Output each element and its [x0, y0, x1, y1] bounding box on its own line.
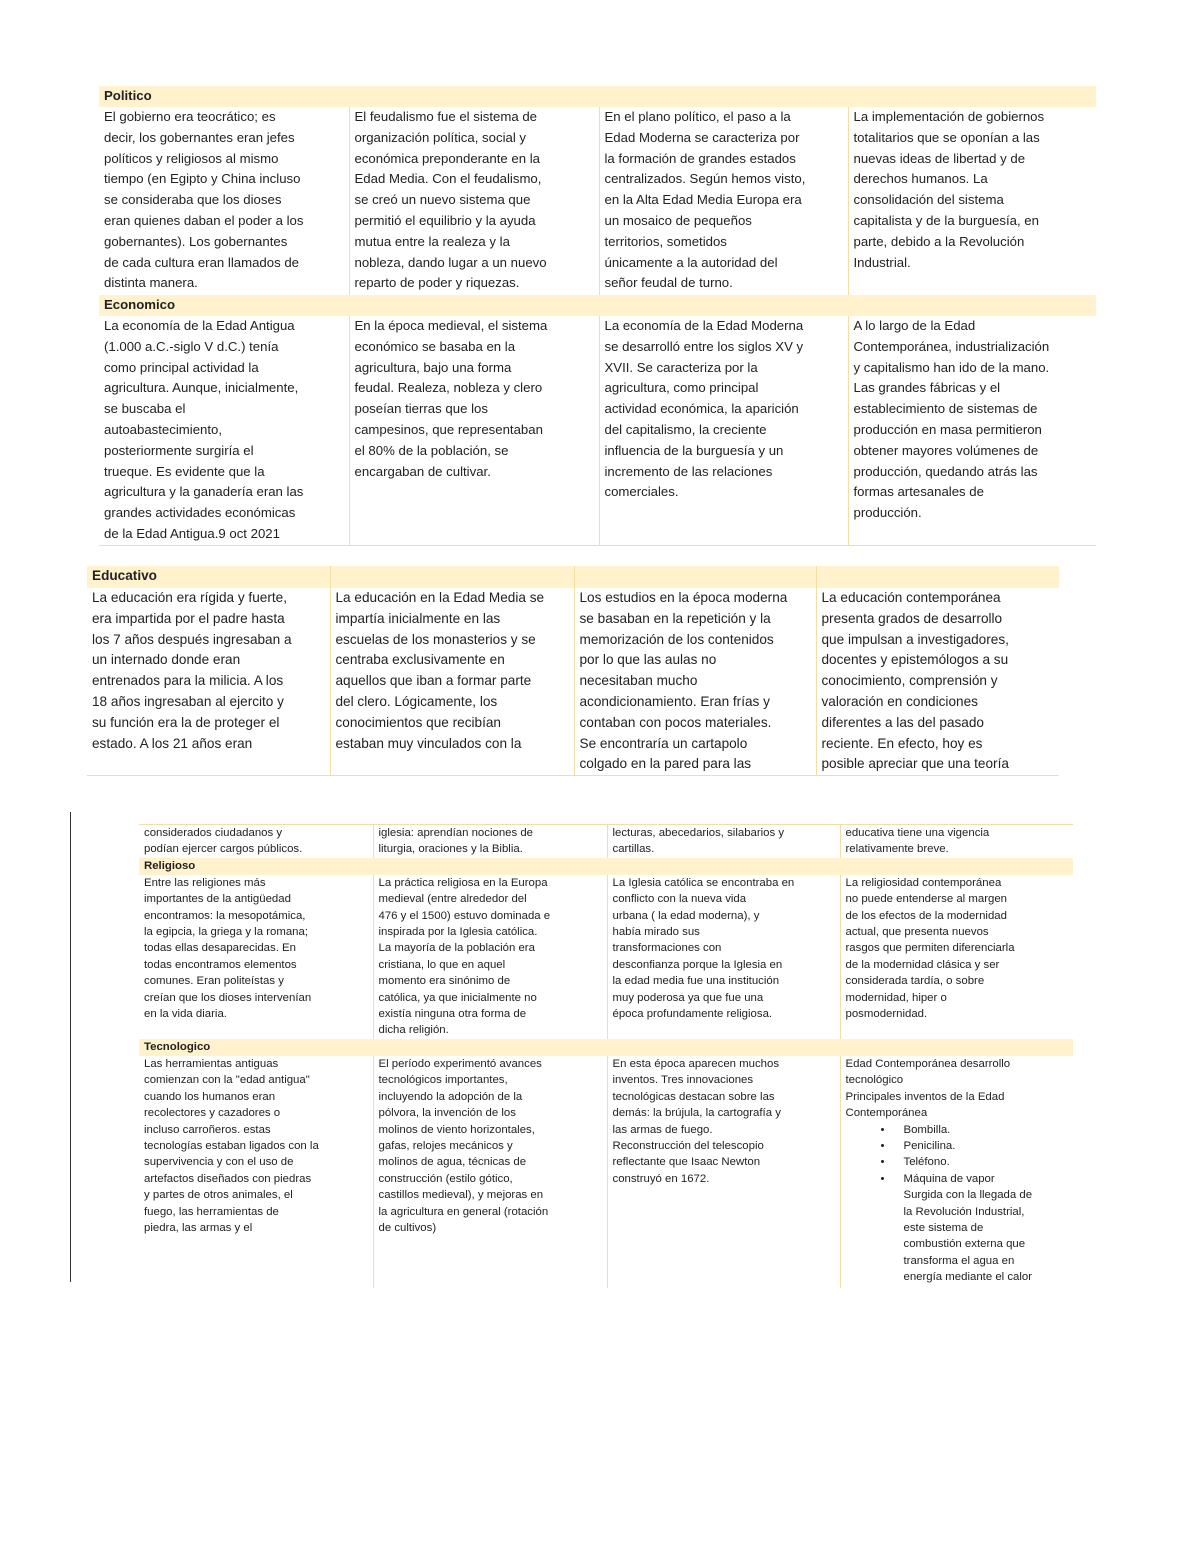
table-row	[139, 1056, 1073, 1288]
section-header-row	[139, 1039, 1073, 1056]
economico-edad-contemporanea-cell: A lo largo de la Edad Contemporánea, industrialización y capitalismo han ido de la mano. Las grandes fábricas y el establecimiento de sistemas de producción en masa permitieron obtener mayores volúmenes de producción, quedando atrás las formas artesanales de producción.	[848, 316, 1096, 545]
list-item: • Teléfono.	[894, 1154, 1069, 1170]
table-row	[99, 316, 1096, 545]
section-header-religioso: Religioso	[139, 858, 1073, 875]
economico-edad-antigua-cell: La economía de la Edad Antigua (1.000 a.C.-siglo V d.C.) tenía como principal actividad la agricultura. Aunque, inicialmente, se buscaba el autoabastecimiento, posteriormente surgiría el trueque. Es evidente que la agricultura y la ganadería eran las grandes actividades económicas de la Edad Antigua.9 oct 2021	[99, 316, 349, 545]
politico-edad-antigua-cell: El gobierno era teocrático; es decir, los gobernantes eran jefes políticos y religiosos al mismo tiempo (en Egipto y China incluso se consideraba que los dioses eran quienes daban el poder a los gobernantes). Los gobernantes de cada cultura eran llamados de distinta manera.	[104, 109, 304, 291]
tecnologico-edad-antigua-cell: Las herramientas antiguas comienzan con la "edad antigua" cuando los humanos eran recolectores y cazadores o incluso carroñeros. estas tecnologías estaban ligados con la supervivencia y con el uso de artefactos diseñados con piedras y partes de otros animales, el fuego, las herramientas de piedra, las armas y el	[144, 1057, 319, 1234]
educativo-edad-media-cell: La educación en la Edad Media se impartía inicialmente en las escuelas de los monasterios y se centraba exclusivamente en aquellos que iban a formar parte del clero. Lógicamente, los conocimientos que recibían estaban muy vinculados con la	[330, 588, 574, 776]
section-header-economico: Economico	[99, 295, 1096, 316]
section-header-politico: Politico	[99, 86, 1096, 107]
inventos-list	[846, 1122, 1069, 1286]
list-item: • Bombilla.	[894, 1122, 1069, 1138]
section-header-tecnologico: Tecnologico	[139, 1039, 1073, 1056]
list-item: • Máquina de vapor Surgida con la llegada de la Revolución Industrial, este sistema de combustión externa que transforma el agua en energía mediante el calor	[894, 1171, 1069, 1286]
table-row	[87, 588, 1059, 776]
section-header-row	[99, 86, 1096, 107]
section-header-educativo: Educativo	[87, 566, 330, 588]
educativo-edad-moderna-cell: Los estudios en la época moderna se basaban en la repetición y la memorización de los contenidos por lo que las aulas no necesitaban mucho acondicionamiento. Eran frías y contaban con pocos materiales. Se encontraría un cartapolo colgado en la pared para las	[574, 588, 816, 776]
politico-edad-moderna-cell: En el plano político, el paso a la Edad Moderna se caracteriza por la formación de grandes estados centralizados. Según hemos visto, en la Alta Edad Media Europa era un mosaico de pequeños territorios, sometidos únicamente a la autoridad del señor feudal de turno.	[599, 107, 848, 295]
table-row	[99, 107, 1096, 295]
religioso-edad-antigua-cell: Entre las religiones más importantes de la antigüedad encontramos: la mesopotámica, la egipcia, la griega y la romana; todas ellas desaparecidas. En todas encontramos elementos comunes. Eran politeístas y creían que los dioses intervenían en la vida diaria.	[144, 876, 312, 1021]
header-empty-cell	[816, 566, 1059, 588]
educativo-continuation-cell: iglesia: aprendían nociones de liturgia, oraciones y la Biblia.	[373, 825, 607, 858]
politico-edad-contemporanea-cell: La implementación de gobiernos totalitarios que se oponían a las nuevas ideas de libertad y de derechos humanos. La consolidación del sistema capitalista y de la burguesía, en parte, debido a la Revolución Industrial.	[848, 107, 1096, 295]
table-row	[139, 875, 1073, 1039]
section-header-row	[99, 295, 1096, 316]
politico-edad-media-cell: El feudalismo fue el sistema de organización política, social y económica preponderante en la Edad Media. Con el feudalismo, se creó un nuevo sistema que permitió el equilibrio y la ayuda mutua entre la realeza y la nobleza, dando lugar a un nuevo reparto de poder y riquezas.	[349, 107, 599, 295]
table-row	[139, 825, 1073, 858]
economico-edad-moderna-cell: La economía de la Edad Moderna se desarrolló entre los siglos XV y XVII. Se caracteriza por la agricultura, como principal actividad económica, la aparición del capitalismo, la creciente influencia de la burguesía y un incremento de las relaciones comerciales.	[599, 316, 848, 545]
religioso-edad-contemporanea-cell: La religiosidad contemporánea no puede entenderse al margen de los efectos de la modernidad actual, que presenta nuevos rasgos que permiten diferenciarla de la modernidad clásica y ser considerada tardía, o sobre modernidad, hiper o posmodernidad.	[840, 875, 1073, 1039]
table-politico-economico	[99, 86, 1096, 546]
educativo-continuation-cell: considerados ciudadanos y podían ejercer cargos públicos.	[139, 825, 373, 858]
tecnologico-edad-contemporanea-cell	[840, 1056, 1073, 1288]
economico-edad-media-cell: En la época medieval, el sistema económico se basaba en la agricultura, bajo una forma feudal. Realeza, nobleza y clero poseían tierras que los campesinos, que representaban el 80% de la población, se encargaban de cultivar.	[349, 316, 599, 545]
educativo-edad-antigua-cell: La educación era rígida y fuerte, era impartida por el padre hasta los 7 años después ingresaban a un internado donde eran entrenados para la milicia. A los 18 años ingresaban al ejercito y su función era la de proteger el estado. A los 21 años eran	[87, 588, 330, 776]
table-educativo	[87, 566, 1059, 776]
educativo-edad-contemporanea-cell: La educación contemporánea presenta grados de desarrollo que impulsan a investigadores, docentes y epistemólogos a su conocimiento, comprensión y valoración en condiciones diferentes a las del pasado reciente. En efecto, hoy es posible apreciar que una teoría	[816, 588, 1059, 776]
header-empty-cell	[330, 566, 574, 588]
list-item: • Penicilina.	[894, 1138, 1069, 1154]
table-religioso-tecnologico	[139, 824, 1073, 1288]
educativo-continuation-cell: lecturas, abecedarios, silabarios y cartillas.	[607, 825, 840, 858]
religioso-edad-media-cell: La práctica religiosa en la Europa medieval (entre alrededor del 476 y el 1500) estuvo dominada e inspirada por la Iglesia católica. La mayoría de la población era cristiana, lo que en aquel momento era sinónimo de católica, ya que inicialmente no existía ninguna otra forma de dicha religión.	[373, 875, 607, 1039]
tecnologico-edad-media-cell: El período experimentó avances tecnológicos importantes, incluyendo la adopción de la pólvora, la invención de los molinos de viento horizontales, gafas, relojes mecánicos y molinos de agua, técnicas de construcción (estilo gótico, castillos medieval), y mejoras en la agricultura en general (rotación de cultivos)	[373, 1056, 607, 1288]
section-header-row	[87, 566, 1059, 588]
tecnologico-edad-moderna-cell: En esta época aparecen muchos inventos. Tres innovaciones tecnológicas destacan sobre las demás: la brújula, la cartografía y las armas de fuego. Reconstrucción del telescopio reflectante que Isaac Newton construyó en 1672.	[607, 1056, 840, 1288]
religioso-edad-moderna-cell: La Iglesia católica se encontraba en conflicto con la nueva vida urbana ( la edad moderna), y había mirado sus transformaciones con desconfianza porque la Iglesia en la edad media fue una institución muy poderosa ya que fue una época profundamente religiosa.	[607, 875, 840, 1039]
tecnologico-contemporanea-intro: Edad Contemporánea desarrollo tecnológico Principales inventos de la Edad Contemporánea	[845, 1057, 1011, 1120]
header-empty-cell	[574, 566, 816, 588]
page-margin-line	[70, 812, 71, 1282]
section-header-row	[139, 858, 1073, 875]
educativo-continuation-cell: educativa tiene una vigencia relativamente breve.	[840, 825, 1073, 858]
